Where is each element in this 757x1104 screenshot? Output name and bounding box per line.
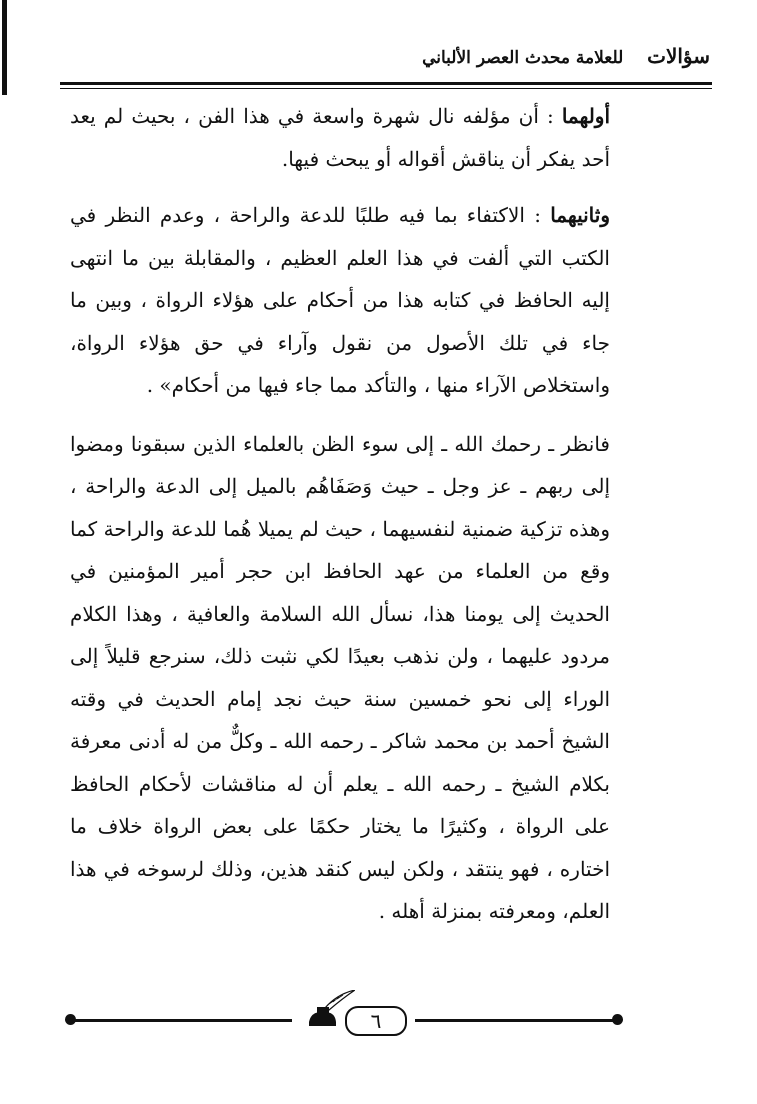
paragraph-first [70, 95, 610, 180]
footer-right-dot [612, 1014, 623, 1025]
paragraph-text: : أن مؤلفه نال شهرة واسعة في هذا الفن ، بحيث لم يعد أحد يفكر أن يناقش أقواله أو يبحث فيها. [70, 104, 610, 171]
paragraph-second [70, 194, 610, 407]
header-book-title: سؤالات [647, 44, 710, 68]
paragraph-lead: وثانيهما [550, 203, 610, 227]
page-body [70, 95, 610, 933]
header-rule-thin [60, 88, 712, 89]
header-subtitle: للعلامة محدث العصر الألباني [422, 48, 624, 68]
page-number: ٦ [370, 1009, 382, 1033]
paragraph-text: : الاكتفاء بما فيه طلبًا للدعة والراحة ، وعدم النظر في الكتب التي ألفت في هذا العلم العظيم ، والمقابلة بين ما انتهى إليه الحافظ في كتابه هذا من أحكام على هؤلاء الرواة ، وبين ما جاء في تلك الأصول من نقول وآراء في حق هؤلاء الرواة، واستخلاص الآراء منها ، والتأكد مما جاء فيها من أحكام» . [70, 203, 610, 397]
running-header [60, 38, 710, 78]
header-title [422, 44, 710, 68]
paragraph-lead: أولهما [561, 104, 610, 128]
page-edge-mark [2, 0, 7, 95]
page-number-box [345, 1006, 407, 1036]
footer-left-rule [72, 1019, 292, 1022]
page-footer [60, 990, 690, 1050]
paragraph-text: فانظر ـ رحمك الله ـ إلى سوء الظن بالعلماء الذين سبقونا ومضوا إلى ربهم ـ عز وجل ـ حيث وَصَفَاهُم بالميل إلى الدعة والراحة ، وهذه تزكية ضمنية لنفسيهما ، حيث لم يميلا هُما للدعة والراحة كما وقع من العلماء من عهد الحافظ ابن حجر أمير المؤمنين في الحديث إلى يومنا هذا، نسأل الله السلامة والعافية ، وهذا الكلام مردود عليهما ، ولن نذهب بعيدًا لكي نثبت ذلك، سنرجع قليلاً إلى الوراء إلى نحو خمسين سنة حيث نجد إمام الحديث في وقته الشيخ أحمد بن محمد شاكر ـ رحمه الله ـ وكلٌّ من له أدنى معرفة بكلام الشيخ ـ رحمه الله ـ يعلم أن له مناقشات لأحكام الحافظ على الرواة ، وكثيرًا ما يختار حكمًا على بعض الرواة خلاف ما اختاره ، فهو ينتقد ، ولكن ليس كنقد هذين، وذلك لرسوخه في هذا العلم، ومعرفته بمنزلة أهله . [70, 431, 610, 923]
paragraph-third [70, 423, 610, 933]
footer-right-rule [415, 1019, 615, 1022]
header-rule [60, 82, 712, 85]
